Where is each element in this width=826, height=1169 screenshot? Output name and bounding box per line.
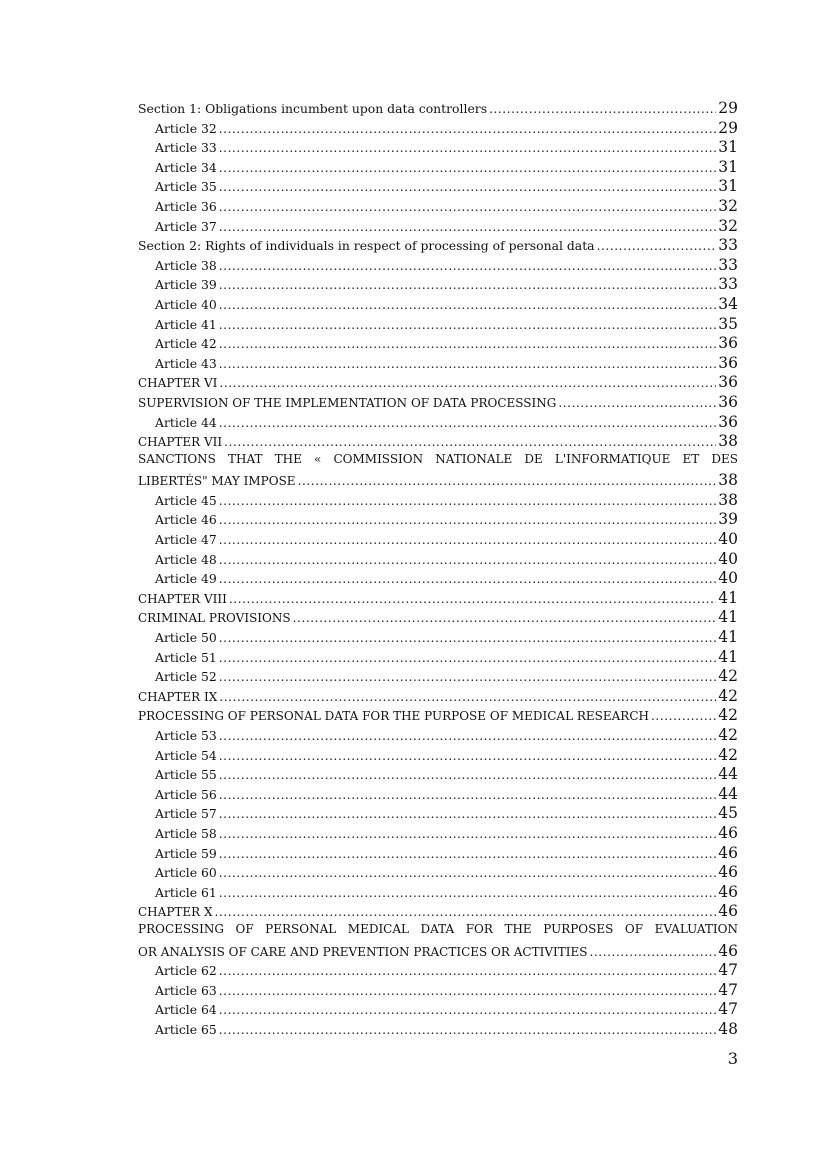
toc-entry-title: Article 43 <box>155 355 217 371</box>
dot-leader <box>219 807 717 821</box>
toc-entry-page-number: 41 <box>718 628 738 647</box>
toc-entry-page-number: 36 <box>718 412 738 431</box>
toc-entry[interactable] <box>138 844 738 864</box>
toc-entry-title: Article 44 <box>155 414 217 430</box>
dot-leader <box>219 984 717 998</box>
toc-entry-page-number: 33 <box>718 275 738 294</box>
toc-entry[interactable] <box>138 275 738 295</box>
toc-entry[interactable] <box>138 510 738 530</box>
toc-entry-page-number: 35 <box>718 314 738 333</box>
toc-entry[interactable] <box>138 863 738 883</box>
toc-entry[interactable] <box>138 589 738 609</box>
toc-entry-title: CHAPTER X <box>138 905 213 920</box>
dot-leader <box>219 220 717 234</box>
toc-entry-title-continued: LIBERTÉS" MAY IMPOSE <box>138 474 296 489</box>
toc-entry[interactable] <box>138 99 738 119</box>
toc-entry[interactable] <box>138 236 738 256</box>
toc-entry-title: Article 45 <box>155 492 217 508</box>
toc-entry[interactable] <box>138 569 738 589</box>
dot-leader <box>219 788 717 802</box>
toc-entry-page-number: 31 <box>718 157 738 176</box>
toc-entry-page-number: 36 <box>718 353 738 372</box>
toc-entry-page-number: 34 <box>718 294 738 313</box>
toc-entry-title: Article 46 <box>155 512 217 528</box>
toc-entry[interactable] <box>138 706 738 726</box>
toc-entry[interactable] <box>138 961 738 981</box>
toc-entry-page-number: 32 <box>718 196 738 215</box>
toc-entry[interactable] <box>138 138 738 158</box>
toc-entry-title: CHAPTER VIII <box>138 591 227 606</box>
toc-entry[interactable] <box>138 256 738 276</box>
toc-entry-page-number: 32 <box>718 216 738 235</box>
dot-leader <box>219 827 717 841</box>
toc-entry[interactable] <box>138 295 738 315</box>
dot-leader <box>219 298 717 312</box>
toc-entry[interactable] <box>138 413 738 433</box>
page-number: 3 <box>727 1049 738 1068</box>
toc-entry[interactable] <box>138 608 738 628</box>
toc-entry[interactable] <box>138 883 738 903</box>
toc-entry-title: Article 48 <box>155 551 217 567</box>
toc-entry-page-number: 46 <box>718 941 738 960</box>
dot-leader <box>219 122 717 136</box>
dot-leader <box>219 357 717 371</box>
dot-leader <box>219 690 716 704</box>
toc-entry[interactable] <box>138 785 738 805</box>
toc-entry-title: Article 57 <box>155 806 217 822</box>
dot-leader <box>219 651 717 665</box>
toc-entry-title: Article 56 <box>155 786 217 802</box>
toc-entry-title: Article 58 <box>155 825 217 841</box>
toc-entry-page-number: 42 <box>718 686 738 705</box>
dot-leader <box>219 572 717 586</box>
dot-leader <box>293 611 717 625</box>
toc-entry-title: Article 39 <box>155 277 217 293</box>
toc-entry-title: Section 1: Obligations incumbent upon data controllers <box>138 101 488 116</box>
toc-entry[interactable] <box>138 354 738 374</box>
toc-entry-title: Article 32 <box>155 120 217 136</box>
toc-entry-title: Article 37 <box>155 218 217 234</box>
toc-entry-page-number: 38 <box>718 490 738 509</box>
toc-entry-page-number: 33 <box>718 255 738 274</box>
toc-entry-page-number: 40 <box>718 569 738 588</box>
toc-entry[interactable] <box>138 217 738 237</box>
toc-entry-page-number: 45 <box>718 804 738 823</box>
toc-entry-title: SANCTIONS THAT THE « COMMISSION NATIONALE DE L'INFORMATIQUE ET DES <box>138 451 738 466</box>
toc-entry-page-number: 36 <box>718 334 738 353</box>
toc-entry-page-number: 46 <box>718 863 738 882</box>
toc-entry[interactable] <box>138 648 738 668</box>
toc-entry-page-number: 41 <box>718 647 738 666</box>
toc-entry[interactable] <box>138 628 738 648</box>
toc-entry[interactable] <box>138 746 738 766</box>
toc-entry-title: Article 50 <box>155 630 217 646</box>
toc-entry-title: PROCESSING OF PERSONAL MEDICAL DATA FOR THE PURPOSES OF EVALUATION <box>138 921 738 936</box>
toc-entry[interactable] <box>138 824 738 844</box>
toc-entry[interactable] <box>138 393 738 413</box>
toc-entry-title: Article 60 <box>155 865 217 881</box>
toc-entry-title: Article 54 <box>155 747 217 763</box>
toc-entry[interactable] <box>138 550 738 570</box>
toc-entry-page-number: 38 <box>718 471 738 490</box>
toc-entry-title: Article 52 <box>155 669 217 685</box>
toc-entry[interactable] <box>138 530 738 550</box>
toc-entry-page-number: 42 <box>718 667 738 686</box>
dot-leader <box>597 239 717 253</box>
toc-entry[interactable] <box>138 922 738 961</box>
toc-entry-page-number: 40 <box>718 549 738 568</box>
toc-entry-page-number: 46 <box>718 902 738 921</box>
toc-entry[interactable] <box>138 197 738 217</box>
toc-entry-page-number: 47 <box>718 980 738 999</box>
toc-entry-page-number: 38 <box>718 432 738 451</box>
dot-leader <box>589 945 716 959</box>
toc-entry-title: Article 40 <box>155 296 217 312</box>
toc-entry-title: SUPERVISION OF THE IMPLEMENTATION OF DATA PROCESSING <box>138 395 557 410</box>
toc-entry-page-number: 46 <box>718 843 738 862</box>
toc-entry[interactable] <box>138 981 738 1001</box>
toc-entry-page-number: 29 <box>718 118 738 137</box>
toc-entry-title: Article 59 <box>155 845 217 861</box>
toc-entry-title: Article 62 <box>155 963 217 979</box>
dot-leader <box>219 1003 717 1017</box>
dot-leader <box>229 592 716 606</box>
dot-leader <box>219 494 717 508</box>
toc-entry-page-number: 44 <box>718 765 738 784</box>
dot-leader <box>219 886 717 900</box>
toc-entry-title: CRIMINAL PROVISIONS <box>138 611 291 626</box>
toc-entry-title: Article 41 <box>155 316 217 332</box>
toc-entry-title: CHAPTER VII <box>138 435 223 450</box>
toc-entry-title: Section 2: Rights of individuals in respect of processing of personal data <box>138 238 595 254</box>
toc-entry-title: Article 49 <box>155 571 217 587</box>
toc-entry-title: Article 42 <box>155 336 217 352</box>
toc-entry[interactable] <box>138 432 738 452</box>
toc-entry[interactable] <box>138 177 738 197</box>
toc-entry-page-number: 47 <box>718 1000 738 1019</box>
toc-entry-title: Article 33 <box>155 140 217 156</box>
toc-entry-title: CHAPTER VI <box>138 376 218 391</box>
dot-leader <box>219 161 717 175</box>
toc-entry[interactable] <box>138 1000 738 1020</box>
dot-leader <box>219 259 717 273</box>
toc-entry[interactable] <box>138 765 738 785</box>
toc-entry-title: Article 64 <box>155 1002 217 1018</box>
toc-entry-page-number: 31 <box>718 177 738 196</box>
dot-leader <box>219 533 717 547</box>
toc-entry-page-number: 36 <box>718 392 738 411</box>
toc-entry-title: Article 35 <box>155 179 217 195</box>
dot-leader <box>219 180 717 194</box>
dot-leader <box>219 768 717 782</box>
toc-entry[interactable] <box>138 667 738 687</box>
dot-leader <box>219 337 717 351</box>
toc-entry-title: Article 63 <box>155 982 217 998</box>
dot-leader <box>219 670 717 684</box>
toc-entry-title: PROCESSING OF PERSONAL DATA FOR THE PURPOSE OF MEDICAL RESEARCH <box>138 709 649 724</box>
dot-leader <box>558 396 716 410</box>
dot-leader <box>219 749 717 763</box>
toc-entry-title: Article 65 <box>155 1021 217 1037</box>
dot-leader <box>219 964 717 978</box>
toc-entry[interactable] <box>138 373 738 393</box>
dot-leader <box>298 474 717 488</box>
toc-entry-page-number: 46 <box>718 823 738 842</box>
toc-entry[interactable] <box>138 726 738 746</box>
toc-entry[interactable] <box>138 334 738 354</box>
table-of-contents <box>138 99 738 1040</box>
toc-entry-page-number: 33 <box>718 236 738 255</box>
toc-entry[interactable] <box>138 902 738 922</box>
dot-leader <box>219 847 717 861</box>
dot-leader <box>219 553 717 567</box>
toc-entry-page-number: 29 <box>718 99 738 117</box>
dot-leader <box>215 905 717 919</box>
toc-entry-page-number: 40 <box>718 530 738 549</box>
toc-entry[interactable] <box>138 491 738 511</box>
dot-leader <box>651 709 716 723</box>
toc-entry-page-number: 42 <box>718 706 738 725</box>
toc-entry[interactable] <box>138 315 738 335</box>
toc-entry-title-continued: OR ANALYSIS OF CARE AND PREVENTION PRACTICES OR ACTIVITIES <box>138 944 588 959</box>
dot-leader <box>219 200 717 214</box>
toc-entry-title: Article 38 <box>155 257 217 273</box>
toc-entry[interactable] <box>138 1020 738 1040</box>
toc-entry[interactable] <box>138 804 738 824</box>
dot-leader <box>489 102 716 116</box>
toc-entry-title: Article 53 <box>155 728 217 743</box>
toc-entry-page-number: 44 <box>718 784 738 803</box>
dot-leader <box>219 513 717 527</box>
toc-entry-page-number: 46 <box>718 882 738 901</box>
toc-entry-title: Article 34 <box>155 159 217 175</box>
toc-entry[interactable] <box>138 119 738 139</box>
toc-entry-page-number: 36 <box>718 373 738 392</box>
toc-entry-page-number: 42 <box>718 726 738 744</box>
toc-entry-title: Article 36 <box>155 198 217 214</box>
dot-leader <box>224 435 716 449</box>
toc-entry[interactable] <box>138 687 738 707</box>
toc-entry-page-number: 39 <box>718 510 738 529</box>
dot-leader <box>219 318 717 332</box>
dot-leader <box>219 729 717 743</box>
dot-leader <box>219 631 717 645</box>
toc-entry[interactable] <box>138 158 738 178</box>
toc-entry-page-number: 47 <box>718 961 738 980</box>
dot-leader <box>219 141 717 155</box>
toc-entry-title: Article 55 <box>155 767 217 783</box>
toc-entry-title: Article 61 <box>155 884 217 900</box>
toc-entry-title: CHAPTER IX <box>138 689 218 704</box>
toc-entry-page-number: 42 <box>718 745 738 764</box>
toc-entry-title: Article 51 <box>155 649 217 665</box>
dot-leader <box>219 866 717 880</box>
toc-entry-page-number: 41 <box>718 588 738 607</box>
toc-entry-title: Article 47 <box>155 532 217 548</box>
dot-leader <box>219 376 716 390</box>
toc-entry-page-number: 31 <box>718 138 738 157</box>
dot-leader <box>219 278 717 292</box>
toc-entry[interactable] <box>138 452 738 491</box>
toc-entry-page-number: 48 <box>718 1019 738 1038</box>
dot-leader <box>219 1023 717 1037</box>
dot-leader <box>219 416 717 430</box>
toc-entry-page-number: 41 <box>718 608 738 627</box>
